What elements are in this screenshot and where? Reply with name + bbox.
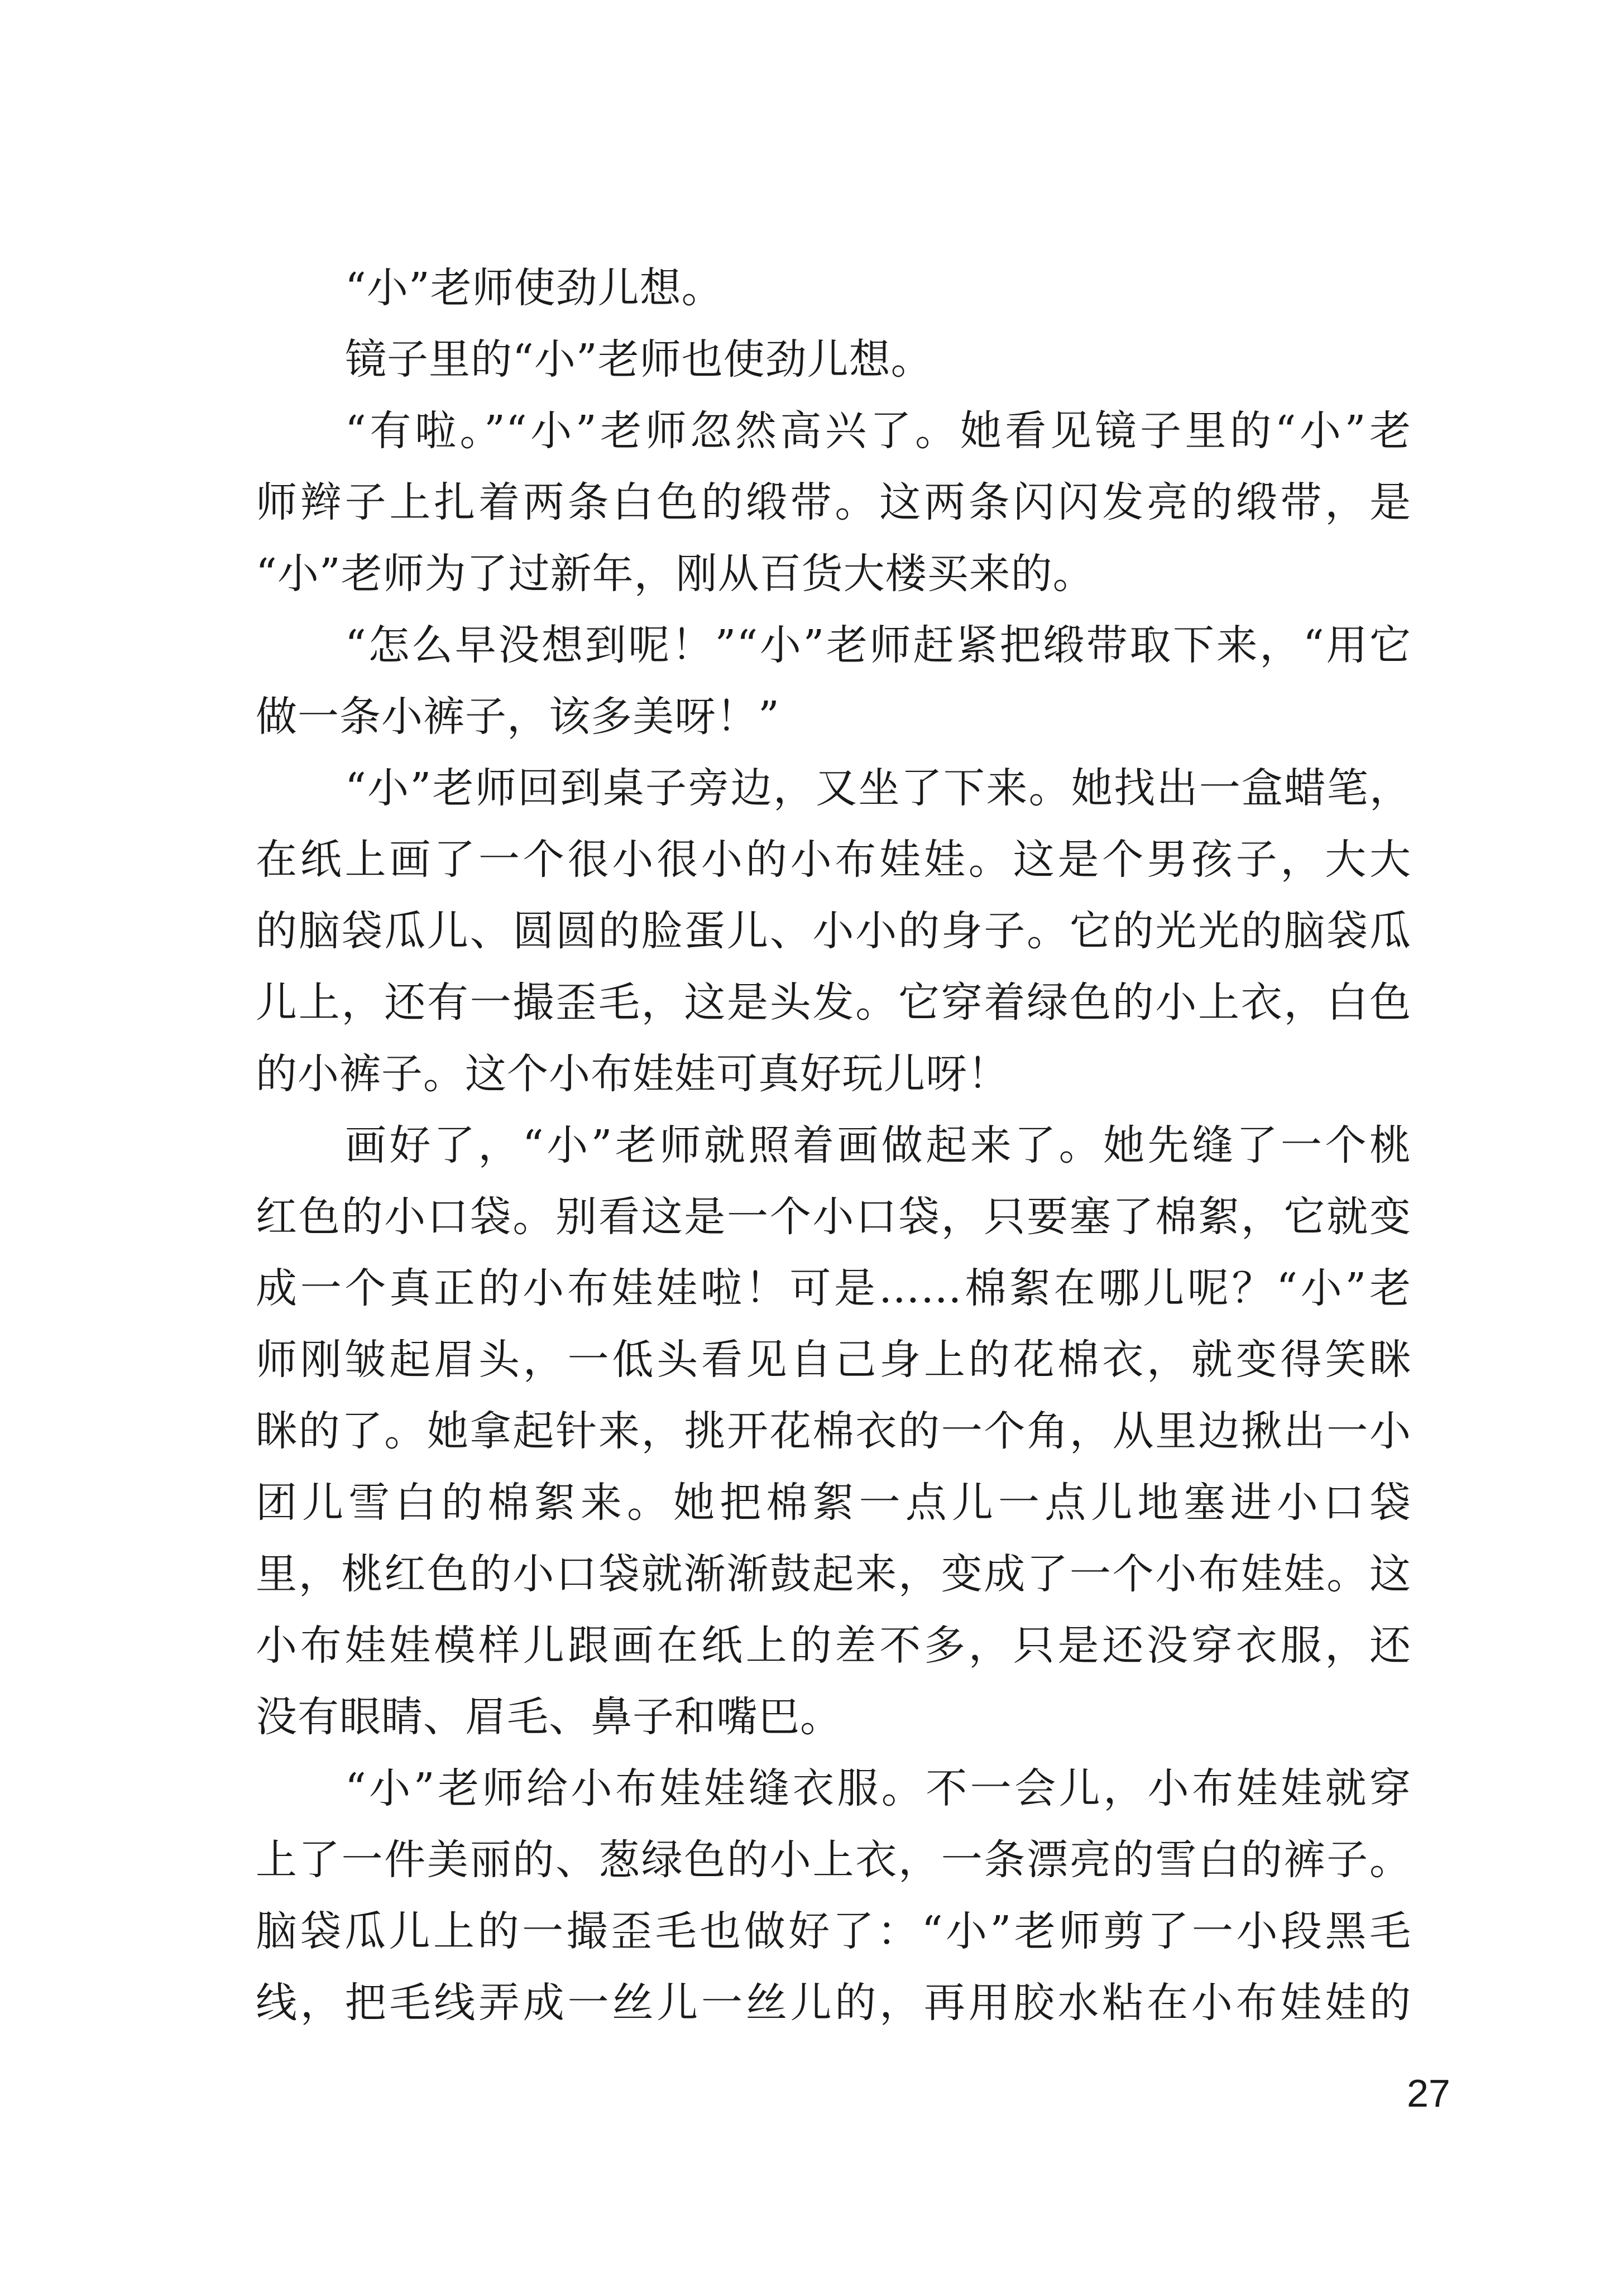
text-line: “小”老师为了过新年，刚从百货大楼买来的。 bbox=[256, 550, 1095, 598]
text-line: 线，把毛线弄成一丝儿一丝儿的，再用胶水粘在小布娃娃的 bbox=[256, 1979, 1411, 2027]
text-line: “小”老师给小布娃娃缝衣服。不一会儿，小布娃娃就穿 bbox=[345, 1764, 1411, 1812]
text-line: 脑袋瓜儿上的一撮歪毛也做好了：“小”老师剪了一小段黑毛 bbox=[256, 1907, 1411, 1955]
text-line: “怎么早没想到呢！”“小”老师赶紧把缎带取下来，“用它 bbox=[345, 621, 1411, 669]
text-line: 里，桃红色的小口袋就渐渐鼓起来，变成了一个小布娃娃。这 bbox=[256, 1550, 1411, 1598]
text-line: 成一个真正的小布娃娃啦！可是……棉絮在哪儿呢？“小”老 bbox=[256, 1264, 1411, 1312]
body-text bbox=[256, 252, 1411, 2039]
text-line: 镜子里的“小”老师也使劲儿想。 bbox=[345, 335, 933, 383]
text-line: 眯的了。她拿起针来，挑开花棉衣的一个角，从里边揪出一小 bbox=[256, 1407, 1411, 1455]
text-line: “小”老师回到桌子旁边，又坐了下来。她找出一盒蜡笔， bbox=[345, 764, 1411, 812]
text-line: 师辫子上扎着两条白色的缎带。这两条闪闪发亮的缎带，是 bbox=[256, 478, 1411, 526]
text-line: 做一条小裤子，该多美呀！” bbox=[256, 693, 780, 741]
text-line: 师刚皱起眉头，一低头看见自己身上的花棉衣，就变得笑眯 bbox=[256, 1336, 1411, 1384]
text-line: 画好了，“小”老师就照着画做起来了。她先缝了一个桃 bbox=[345, 1121, 1411, 1169]
text-line: 的脑袋瓜儿、圆圆的脸蛋儿、小小的身子。它的光光的脑袋瓜 bbox=[256, 907, 1411, 955]
text-line: 在纸上画了一个很小很小的小布娃娃。这是个男孩子，大大 bbox=[256, 836, 1411, 884]
text-line: 团儿雪白的棉絮来。她把棉絮一点儿一点儿地塞进小口袋 bbox=[256, 1479, 1411, 1527]
text-line: 没有眼睛、眉毛、鼻子和嘴巴。 bbox=[256, 1693, 842, 1741]
text-line: 儿上，还有一撮歪毛，这是头发。它穿着绿色的小上衣，白色 bbox=[256, 979, 1411, 1027]
text-line: “小”老师使劲儿想。 bbox=[345, 264, 724, 312]
text-line: 红色的小口袋。别看这是一个小口袋，只要塞了棉絮，它就变 bbox=[256, 1193, 1411, 1241]
text-line: 的小裤子。这个小布娃娃可真好玩儿呀！ bbox=[256, 1050, 1009, 1098]
page-number: 27 bbox=[1407, 2071, 1450, 2115]
text-line: 小布娃娃模样儿跟画在纸上的差不多，只是还没穿衣服，还 bbox=[256, 1622, 1411, 1670]
text-line: “有啦。”“小”老师忽然高兴了。她看见镜子里的“小”老 bbox=[345, 407, 1411, 455]
text-line: 上了一件美丽的、葱绿色的小上衣，一条漂亮的雪白的裤子。 bbox=[256, 1836, 1411, 1884]
